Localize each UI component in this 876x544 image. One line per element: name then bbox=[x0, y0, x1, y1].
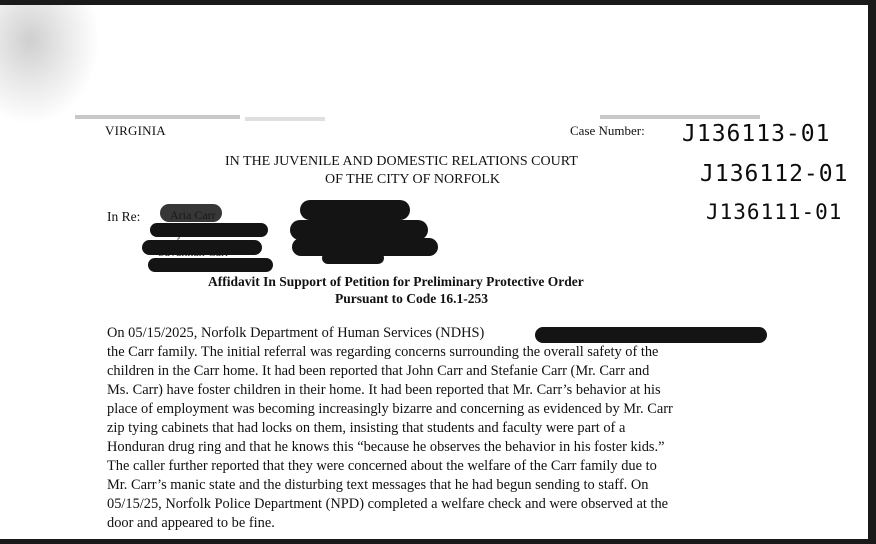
redaction-mark bbox=[322, 252, 384, 264]
affidavit-subtitle: Pursuant to Code 16.1-253 bbox=[335, 291, 489, 306]
state-label: VIRGINIA bbox=[105, 123, 166, 138]
case-number-handwritten: J136113-01 bbox=[682, 121, 831, 147]
redaction-mark bbox=[148, 258, 273, 272]
redaction-mark bbox=[290, 220, 428, 240]
case-number-handwritten: J136111-01 bbox=[706, 200, 843, 224]
court-name-line2: OF THE CITY OF NORFOLK bbox=[325, 172, 501, 187]
scan-noise bbox=[600, 115, 760, 119]
body-line: door and appeared to be fine. bbox=[107, 515, 275, 531]
case-number-label: Case Number: bbox=[570, 123, 645, 138]
body-line: On 05/15/2025, Norfolk Department of Human Services (NDHS) bbox=[107, 325, 485, 341]
body-line: Honduran drug ring and that he knows this “because he observes the behavior in his foster kids.” bbox=[107, 439, 665, 455]
scan-noise bbox=[245, 117, 325, 121]
court-name-line1: IN THE JUVENILE AND DOMESTIC RELATIONS COURT bbox=[225, 154, 578, 169]
redaction-mark bbox=[160, 204, 222, 222]
body-line: children in the Carr home. It had been reported that John Carr and Stefanie Carr (Mr. Carr and bbox=[107, 363, 650, 379]
scan-artifact bbox=[0, 5, 100, 125]
body-line: the Carr family. The initial referral was regarding concerns surrounding the overall safety of the bbox=[107, 344, 659, 360]
scanned-document bbox=[0, 5, 868, 539]
redaction-mark bbox=[535, 327, 767, 343]
in-re-label: In Re: bbox=[107, 209, 141, 224]
body-line: 05/15/25, Norfolk Police Department (NPD) completed a welfare check and were observed at the bbox=[107, 496, 669, 512]
body-line: zip tying cabinets that had locks on them, insisting that students and faculty were part of a bbox=[107, 420, 626, 436]
scan-noise bbox=[75, 115, 240, 119]
redaction-mark bbox=[150, 223, 268, 237]
redaction-mark bbox=[300, 200, 410, 220]
body-line: Mr. Carr’s manic state and the disturbing text messages that he had begun sending to staff. On bbox=[107, 477, 649, 493]
case-number-handwritten: J136112-01 bbox=[700, 161, 849, 187]
redaction-mark bbox=[142, 240, 262, 255]
body-line: Ms. Carr) have foster children in their home. It had been reported that Mr. Carr’s behavior at his bbox=[107, 382, 661, 398]
affidavit-title: Affidavit In Support of Petition for Preliminary Protective Order bbox=[208, 274, 584, 289]
body-line: place of employment was becoming increasingly bizarre and concerning as evidenced by Mr. Carr bbox=[107, 401, 673, 417]
body-line: The caller further reported that they were concerned about the welfare of the Carr family due to bbox=[107, 458, 657, 474]
